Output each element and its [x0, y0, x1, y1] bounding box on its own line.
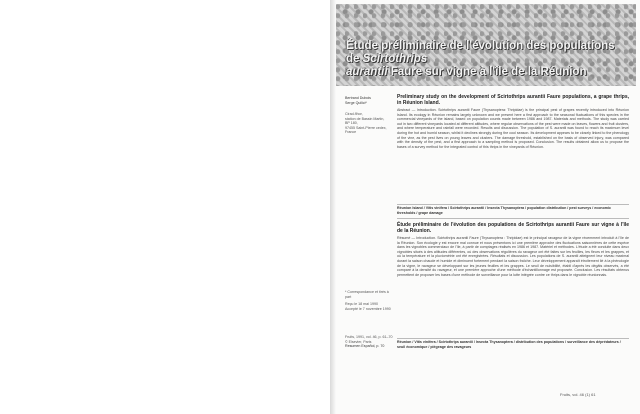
author-block [345, 96, 395, 105]
citation-block [345, 335, 395, 349]
french-keywords-text: Réunion / Vitis vinifera / Scirtothrips aurantii / Insecta Thysanoptera / distribution des populations / surveillance des déprédateurs / seuil économique / piégeage des ravageurs [397, 340, 621, 349]
received-date: Reçu le 18 mai 1990 [345, 302, 378, 306]
divider [397, 218, 629, 219]
resumen-ref: Resumen Español, p. 70 [345, 344, 385, 349]
page-number: Fruits, vol. 46 (1) 61 [560, 392, 596, 397]
author-2: Serge Quilici* [345, 100, 367, 105]
affiliation-line: France [345, 130, 357, 135]
divider [397, 338, 629, 339]
french-abstract-text: Résumé — Introduction. Scirtothrips aurantii Faure (Thysanoptera : Thripidae) est le principal ravageur de la vigne récemment introduit à l'île de la Réunion. Son écologie y est encore mal connue et nous présentons ici une première approche des fluctuations saisonnières de cette espèce dans les vignobles commerciaux de l'île, à partir de comptages réalisés en 1986 et 1987. Matériel et méthodes. L'étude a été conduite dans deux vignobles situés à des altitudes différentes, où des observations régulières du ravageur ont été faites sur les feuilles, les fleurs et les grappes, et où la température et la pluviométrie ont été enregistrées. Résultats et discussion. Les populations de S. aurantii atteignent leur niveau maximal durant la saison chaude et humide et diminuent fortement pendant la saison fraîche. Leur développement apparaît étroitement lié à la phénologie de la vigne, le ravageur se développant sur les jeunes feuilles et les grappes. Le seuil de nuisibilité, établi d'après les dégâts observés, a été comparé à la densité du ravageur, et une première approche d'une méthode d'échantillonnage est proposée. Conclusion. Les résultats obtenus permettent de proposer les bases d'une méthode de surveillance pour la lutte intégrée contre ce thrips dans le vignoble réunionnais. [397, 236, 629, 277]
english-keywords-text: Réunion Island / Vitis vinifera / Scirtothrips aurantii / Insecta Thysanoptera / population distribution / pest surveys / economic thresholds / grape damage [397, 206, 612, 215]
page-footer [560, 392, 596, 397]
french-title: Étude préliminaire de l'évolution des populations de Scirtothrips aurantii Faure sur vigne à l'île de la Réunion. [397, 222, 629, 234]
english-abstract [397, 94, 629, 151]
dates-block [345, 302, 395, 311]
title-species-2: aurantii [346, 66, 388, 78]
author-1: Bertrand Dubois [345, 96, 371, 100]
title-text-2: Faure sur vigne à l'île de la Réunion [387, 66, 587, 78]
english-abstract-text: Abstract — Introduction. Scirtothrips aurantii Faure (Thysanoptera: Thripidae) is the principal pest of grapes recently introduced into Réunion Island. Its ecology in Réunion remains largely unknown and we present here a first approach to the seasonal fluctuations of this species in the commercial vineyards of the island, based on population counts made between 1986 and 1987. Materials and methods. The study was carried out in two different vineyards located at different altitudes, where regular observations of the pest were made on leaves, flowers and fruit clusters, and where temperature and rainfall were recorded. Results and discussion. The population of S. aurantii was found to reach its maximum level during the hot and humid season, whilst it declines strongly during the cool season. Its development appears to be closely linked to the phenology of the vine, as the pest lives on young leaves and clusters. The damage threshold, established on the basis of observed injury, was compared with the density of the pest, and a first approach to a sampling method is proposed. Conclusion. The results obtained allow us to propose the bases of a survey method for the integrated control of this thrips in the vineyards of Réunion. [397, 108, 629, 149]
correspondence-text: * Correspondance et tirés à part [345, 290, 389, 299]
citation-line: © Elsevier, Paris [345, 339, 372, 344]
accepted-date: Accepté le 7 novembre 1990 [345, 306, 391, 311]
title-species-1: Scirtothrips [362, 53, 428, 65]
affiliation-line: Cirad-flhor, [345, 112, 363, 116]
english-title: Preliminary study on the development of Scirtothrips aurantii Faure populations, a grape thrips, in Réunion Island. [397, 94, 629, 106]
article-title [346, 40, 631, 79]
title-text-1: Étude préliminaire de l'évolution des populations de [346, 40, 615, 65]
affiliation-line: 97455 Saint-Pierre cedex, [345, 125, 387, 130]
affiliation-line: station de Bassin Martin, [345, 116, 385, 121]
french-abstract [397, 222, 629, 279]
divider [397, 204, 629, 205]
correspondence-note [345, 290, 395, 299]
french-keywords [397, 340, 629, 349]
citation-line: Fruits, 1991, vol. 46, p. 61–70 [345, 335, 393, 339]
affiliation-line: BP 180, [345, 121, 358, 126]
english-keywords [397, 206, 629, 215]
affiliation-block [345, 112, 395, 135]
